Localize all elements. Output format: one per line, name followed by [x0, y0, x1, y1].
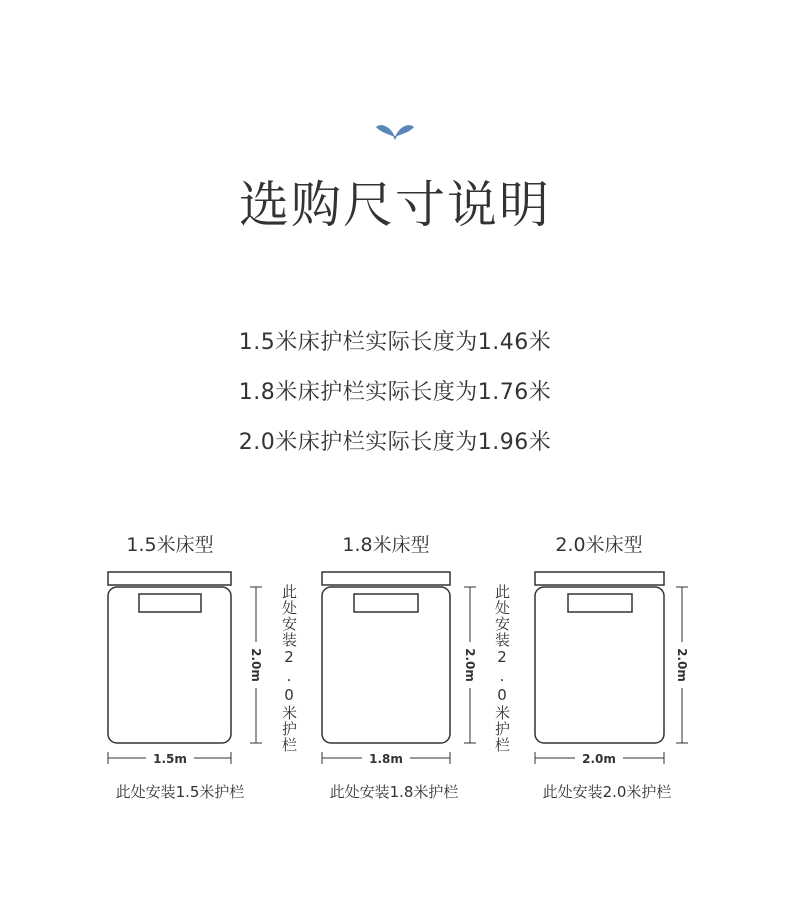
mattress [108, 587, 231, 743]
page-title: 选购尺寸说明 [239, 176, 551, 234]
mattress [322, 587, 450, 743]
pillow [568, 594, 632, 612]
install-text-2-0m: 此处安装2.0米护栏 [542, 783, 672, 801]
width-label-1-8m: 1.8m [369, 752, 403, 766]
note-1-5m: 1.5米床护栏实际长度为1.46米 [238, 330, 552, 355]
width-label-2-0m: 2.0m [582, 752, 616, 766]
length-label-1-8m: 2.0m [463, 648, 477, 682]
length-label-2-0m: 2.0m [675, 648, 689, 682]
mattress [535, 587, 664, 743]
bed-diagram-1-5m [108, 572, 262, 764]
bed-title-1-5m: 1.5米床型 [126, 534, 214, 556]
bed-diagram-1-8m [322, 572, 476, 764]
bed-diagram-2-0m [535, 572, 688, 764]
side-install-note-1: 此处安装2.0米护栏 [280, 584, 298, 753]
install-text-1-8m: 此处安装1.8米护栏 [329, 783, 459, 801]
pillow [139, 594, 201, 612]
headboard [108, 572, 231, 585]
install-text-1-5m: 此处安装1.5米护栏 [115, 783, 245, 801]
note-2-0m: 2.0米床护栏实际长度为1.96米 [238, 430, 552, 455]
headboard [322, 572, 450, 585]
headboard [535, 572, 664, 585]
bed-title-2-0m: 2.0米床型 [555, 534, 643, 556]
note-1-8m: 1.8米床护栏实际长度为1.76米 [238, 380, 552, 405]
bed-title-1-8m: 1.8米床型 [342, 534, 430, 556]
pillow [354, 594, 418, 612]
side-install-note-2: 此处安装2.0米护栏 [493, 584, 511, 753]
width-label-1-5m: 1.5m [153, 752, 187, 766]
length-label-1-5m: 2.0m [249, 648, 263, 682]
